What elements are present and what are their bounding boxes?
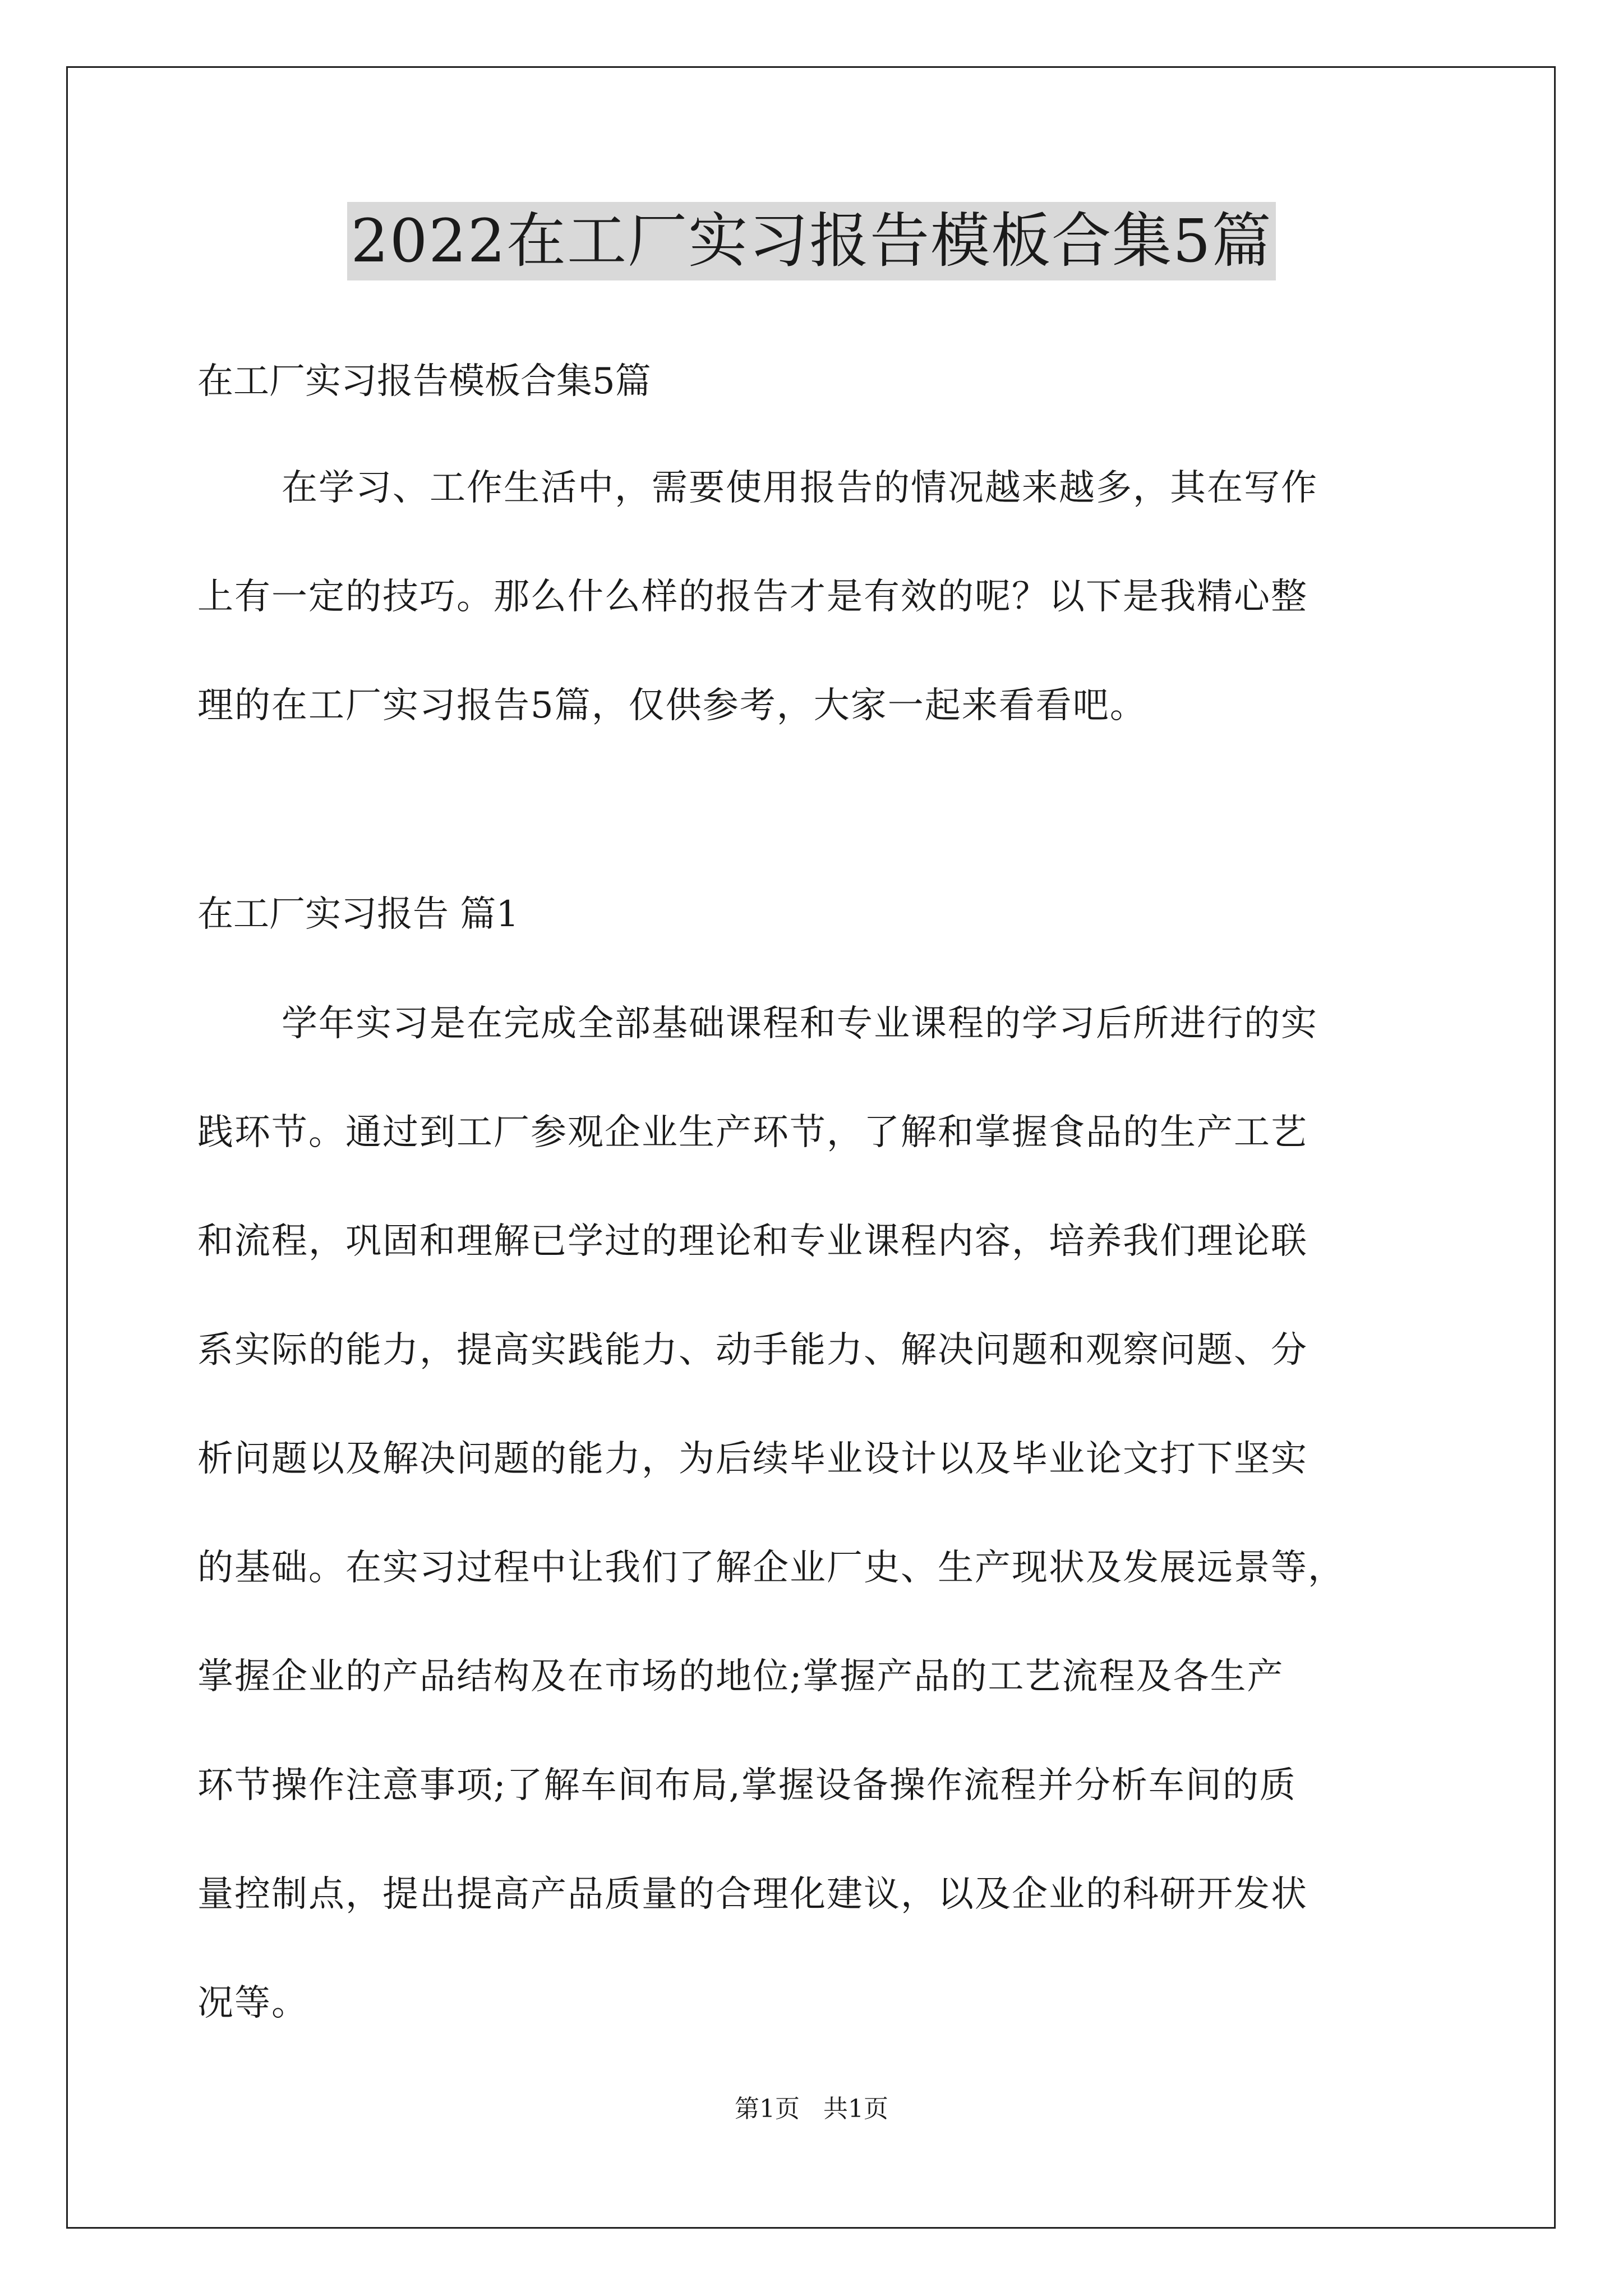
paragraph-line: 量控制点，提出提高产品质量的合理化建议，以及企业的科研开发状 [197,1874,1308,1915]
title-container [0,202,1623,280]
paragraph-line: 和流程，巩固和理解已学过的理论和专业课程内容，培养我们理论联 [197,1221,1308,1262]
paragraph-line: 在学习、工作生活中，需要使用报告的情况越来越多，其在写作 [282,467,1318,509]
paragraph-line: 系实际的能力，提高实践能力、动手能力、解决问题和观察问题、分 [197,1329,1308,1371]
section-heading: 在工厂实习报告 篇1 [197,894,519,935]
page-footer: 第1页 共1页 [735,2095,888,2123]
paragraph-line: 学年实习是在完成全部基础课程和专业课程的学习后所进行的实 [282,1003,1318,1045]
paragraph-line: 践环节。通过到工厂参观企业生产环节，了解和掌握食品的生产工艺 [197,1112,1308,1153]
paragraph-line: 况等。 [197,1982,308,2024]
paragraph-line: 掌握企业的产品结构及在市场的地位;掌握产品的工艺流程及各生产 [197,1656,1284,1697]
document-subtitle: 在工厂实习报告模板合集5篇 [197,361,651,402]
intro-paragraph [197,463,1431,789]
paragraph-line: 上有一定的技巧。那么什么样的报告才是有效的呢？以下是我精心整 [197,576,1308,618]
section-body-paragraph [197,999,1431,2087]
paragraph-line: 理的在工厂实习报告5篇，仅供参考，大家一起来看看吧。 [197,685,1147,726]
paragraph-line: 的基础。在实习过程中让我们了解企业厂史、生产现状及发展远景等， [197,1547,1345,1589]
document-title: 2022在工厂实习报告模板合集5篇 [347,202,1275,280]
paragraph-line: 析问题以及解决问题的能力，为后续毕业设计以及毕业论文打下坚实 [197,1438,1308,1480]
paragraph-line: 环节操作注意事项;了解车间布局,掌握设备操作流程并分析车间的质 [197,1765,1297,1806]
